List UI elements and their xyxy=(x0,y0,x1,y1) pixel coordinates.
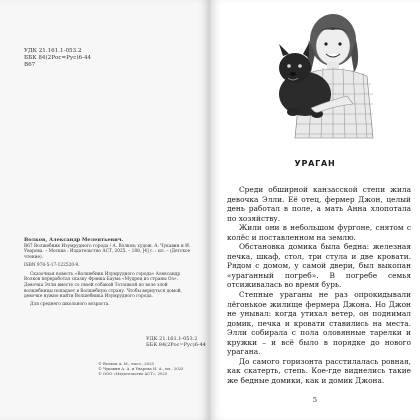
girl-with-dog-illustration xyxy=(255,6,385,146)
paragraph: До самого горизонта расстилалась ровная, как скатерть, степь. Кое-где виднелись такие же бедные домики, как и домик Джона. xyxy=(227,356,411,385)
udk-code-bottom: УДК 21.161.1-053.2 xyxy=(146,336,198,342)
author-heading: Волков, Александр Мелентьевич. xyxy=(24,237,124,243)
book-description: В67 Волшебник Изумрудного города / А. Волков; худож. А. Чукавин и И. Уварова. – Москва : Издательство АСТ, 2025. – 188, [4] с. : ил. – (Детское чтение). xyxy=(24,243,191,261)
page-number: 5 xyxy=(312,396,318,404)
right-page xyxy=(210,0,420,420)
author-code: В67 xyxy=(24,62,36,68)
bbk-code: ББК 84(2Рос=Рус)6-44 xyxy=(24,55,92,61)
paragraph: Степные ураганы не раз опрокидывали лёгонькое жилище фермера Джона. Но Джон не унывал: когда утихал ветер, он поднимал домик, печка и кровати ставились на места. Элли собирала с пола оловянные тарелки и кружки – и всё было в порядке до нового урагана. xyxy=(227,290,411,357)
annotation: Сказочная повесть «Волшебник Изумрудного города» Александр Волков переработал сказку Фрэнка Баума «Мудрец из страны Оз». Девочка Элли вместе со своей собакой Тотошкой по воле злой волшебницы попадает в Волшебную страну. Чтобы вернуться домой, девочке нужно найти Волшебника Изумрудного города. xyxy=(24,271,182,300)
copyright-block xyxy=(98,361,183,376)
isbn: ISBN 978-5-17-122520-9. xyxy=(24,262,80,268)
chapter-title: УРАГАН xyxy=(294,159,336,168)
copyright-publisher: © ООО «Издательство АСТ», 2025 xyxy=(98,371,168,376)
bbk-code-bottom: ББК 84(2Рос=Рус)6-44 xyxy=(146,342,206,349)
copyright-author: © Волков А. М., насл., 2025 xyxy=(98,361,154,366)
paragraph: Среди обширной канзасской степи жила девочка Элли. Её отец, фермер Джон, целый день работал в поле, а мать Анна хлопотала по хозяйству. xyxy=(227,185,411,223)
chapter-body xyxy=(227,185,411,385)
udk-code: УДК 21.161.1-053.2 xyxy=(24,48,82,54)
paragraph: Жили они в небольшом фургоне, снятом с колёс и поставленном на землю. xyxy=(227,223,411,242)
classification-block-bottom xyxy=(146,336,206,349)
bibliographic-record xyxy=(24,238,194,308)
paragraph: Обстановка домика была бедна: железная печка, шкаф, стол, три стула и две кровати. Рядом с домом, у самой двери, был выкопан «ураганный погреб». В погребе семья отсиживалась во время бурь. xyxy=(227,242,411,290)
age-rating: Для среднего школьного возраста. xyxy=(30,302,110,308)
copyright-illustrators: © Чукавин А. А. и Уварова И. А., ил., 2025 xyxy=(98,366,184,371)
classification-block-top xyxy=(24,48,91,69)
